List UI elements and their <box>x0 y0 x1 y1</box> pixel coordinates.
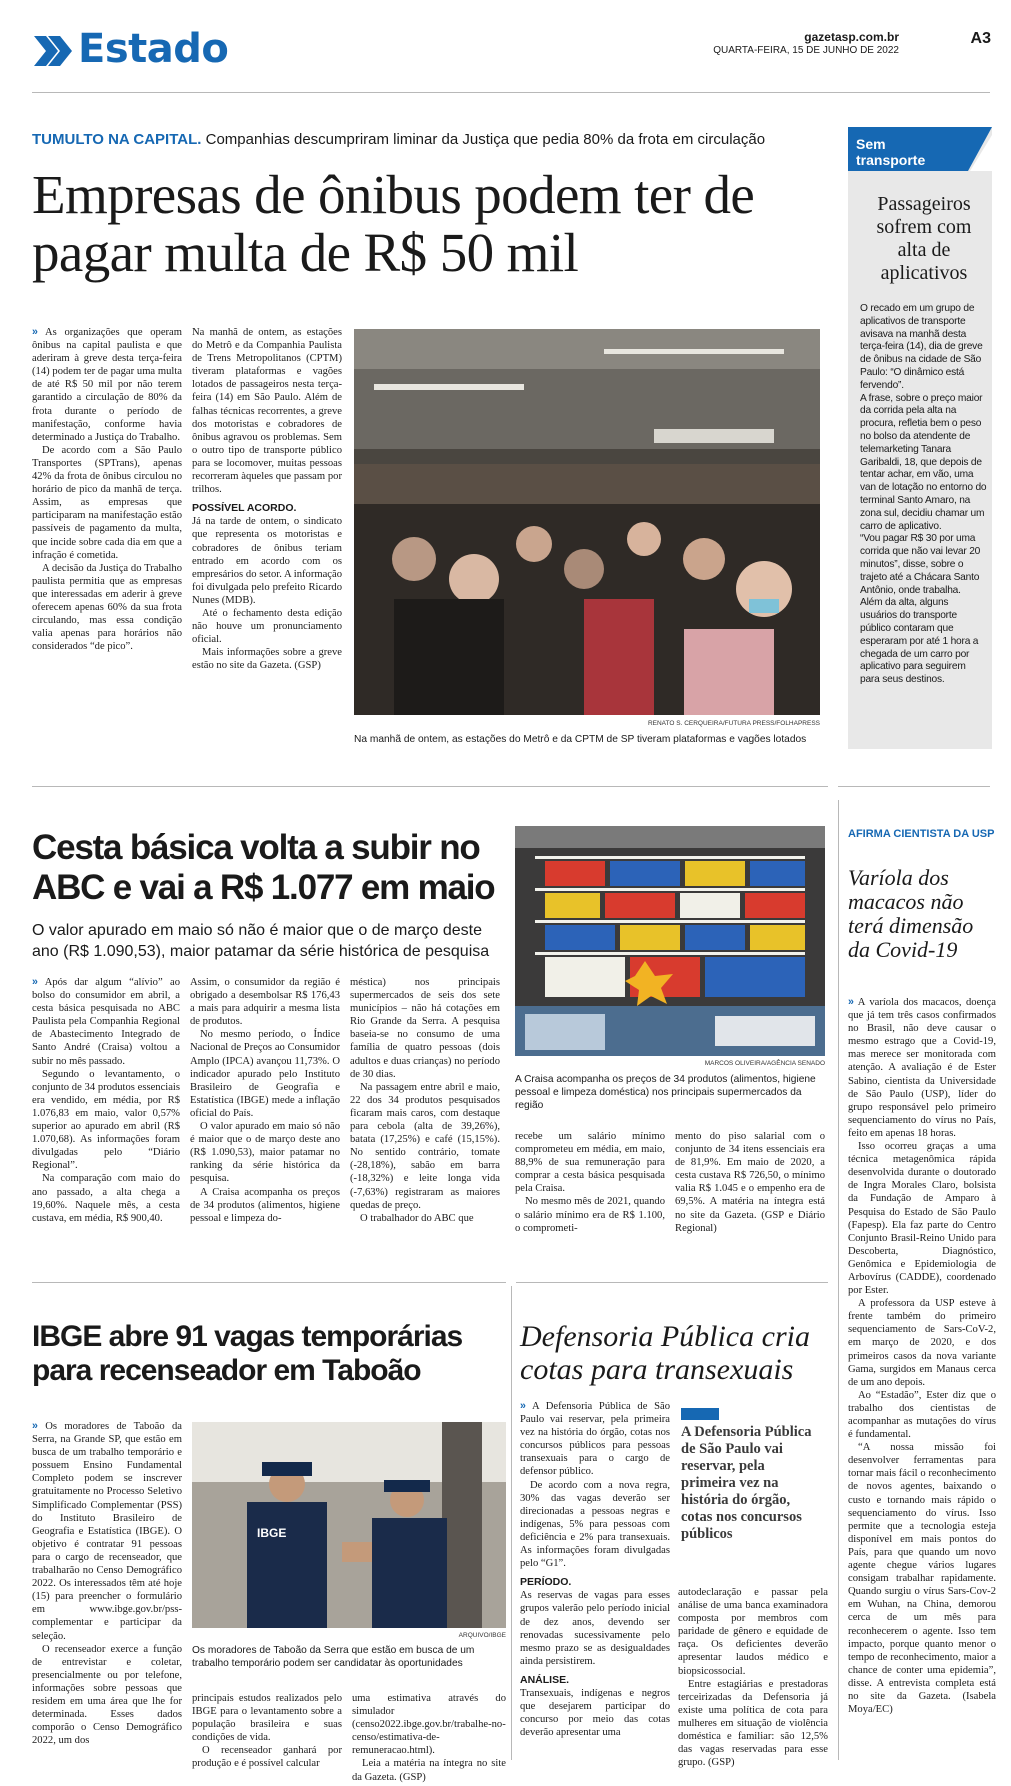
paragraph-text: Após dar algum “alívio” ao bolso do consumidor em abril, a cesta básica pesquisada no ABC Paulista pela Companhia Regional de Abastecimento Integrado de Santo André (Craisa) voltou a subir no mês passado. <box>32 977 180 1067</box>
section-divider <box>32 1282 506 1283</box>
paragraph-marker-icon: » <box>32 976 38 988</box>
paragraph: O recado em um grupo de aplicativos de transporte avisava na manhã desta terça-feira (14), dia de greve de ônibus na cidade de São Paulo: “O dinâmico está fervendo”. <box>860 303 983 391</box>
variola-column <box>848 996 996 1716</box>
subhead-possivel-acordo: POSSÍVEL ACORDO. <box>192 502 297 515</box>
paragraph <box>520 1400 670 1479</box>
section-chevron-icon <box>32 34 74 68</box>
sidebar-title: Passageiros sofrem com alta de aplicativos <box>876 193 972 284</box>
paragraph: Na comparação com maio do ano passado, a alta chega a 19,60%. Naquele mês, a cesta custava, em média, R$ 900,40. <box>32 1173 180 1224</box>
subhead-periodo: PERÍODO. <box>520 1576 572 1589</box>
lead-kicker-text: Companhias descumpriram liminar da Justiça que pedia 80% da frota em circulação <box>205 131 766 148</box>
ibge-column-3 <box>352 1692 506 1784</box>
cesta-deck: O valor apurado em maio só não é maior que o de março deste ano (R$ 1.090,53), maior patamar da série histórica de pesquisa <box>32 922 490 960</box>
pull-quote-bar <box>681 1408 719 1420</box>
paragraph-text: Os moradores de Taboão da Serra, na Grande SP, que estão em busca de um trabalho temporário e possuem Ensino Fundamental Completo podem se inscrever gratuitamente no Processo Seletivo Simplificado Complementar (PSS) do Instituto Brasileiro de Geografia e Estatística (IBGE). O objetivo é contratar 91 pessoas para o cargo de recenseador, que trabalharão no Censo Demográfico 2022. Os interessados têm até hoje (15) para preencher o formulário em www.ibge.gov.br/pss-complementar e participar da seleção. <box>32 1421 182 1642</box>
paragraph: recebe um salário mínimo comprometeu em média, em maio, 88,9% de sua remuneração para comprar a cesta básica pesquisada pela Craisa. <box>515 1131 665 1195</box>
lead-column-2 <box>192 326 342 672</box>
sidebar-tag-label: Sem transporte <box>856 136 926 168</box>
lead-column-1 <box>32 326 182 653</box>
lead-kicker <box>32 131 765 148</box>
paragraph: uma estimativa através do simulador (censo2022.ibge.gov.br/trabalhe-no-censo/estimativa-de-remuneracao.html). <box>352 1693 506 1757</box>
paragraph: Mais informações sobre a greve estão no site da Gazeta. (GSP) <box>192 647 342 672</box>
variola-headline: Varíola dos macacos não terá dimensão da Covid-19 <box>848 865 974 962</box>
cesta-column-4 <box>515 1130 665 1235</box>
svg-text:IBGE: IBGE <box>257 1526 287 1540</box>
paragraph-marker-icon: » <box>520 1400 526 1412</box>
paragraph: principais estudos realizados pelo IBGE para o levantamento sobre a população brasileira e suas condições de vida. <box>192 1693 342 1744</box>
section-divider <box>838 786 990 787</box>
paragraph: méstica) nos principais supermercados de seis dos sete municípios – não há cotações em Rio Grande da Serra. A pesquisa baseia-se no consumo de uma família de quatro pessoas (dois adultos e duas crianças) no período de 30 dias. <box>350 977 500 1080</box>
cesta-column-5 <box>675 1130 825 1235</box>
paragraph: Já na tarde de ontem, o sindicato que representa os motoristas e cobradores de ônibus teriam entrado em acordo com os empresários do setor. A informação foi divulgada pelo prefeito Ricardo Nunes (MDB). <box>192 516 342 606</box>
paragraph: Segundo o levantamento, o conjunto de 34 produtos essenciais era vendido, em média, por R$ 1.076,83 em maio, valor 0,57% superior ao apurado em abril (R$ 1.070,68). As informações foram divulgadas pelo “Diário Regional”. <box>32 1068 180 1172</box>
lead-photo-caption: Na manhã de ontem, as estações do Metrô e da CPTM de SP tiveram plataformas e vagões lotados <box>354 734 807 745</box>
paragraph: autodeclaração e passar pela análise de uma banca examinadora composta por membros com paridade de gênero e equidade de raça. Os deficientes deverão apresentar laudos médico e biopsicossocial. <box>678 1587 828 1677</box>
lead-kicker-label: TUMULTO NA CAPITAL. <box>32 131 202 148</box>
sidebar-box <box>848 127 992 749</box>
ibge-photo-caption: Os moradores de Taboão da Serra que estão em busca de um trabalho temporário podem ser candidatar às oportunidades <box>192 1645 475 1669</box>
cesta-column-2 <box>190 976 340 1225</box>
ibge-headline: IBGE abre 91 vagas temporárias para recenseador em Taboão <box>32 1320 463 1387</box>
paragraph: Na manhã de ontem, as estações do Metrô e da Companhia Paulista de Trens Metropolitanos (CPTM) tiveram plataformas e vagões lotados de passageiros nesta terça-feira (14) em São Paulo. Além de falhas técnicas recorrentes, a greve dos motoristas e cobradores de ônibus agravou os problemas. Sem o outro tipo de transporte público para se locomover, muitas pessoas recorreram àqueles que passam por trilhos. <box>192 327 342 496</box>
column-divider <box>838 800 839 1760</box>
paragraph <box>32 1420 182 1643</box>
cesta-headline: Cesta básica volta a subir no ABC e vai a R$ 1.077 em maio <box>32 828 495 907</box>
paragraph <box>32 326 182 444</box>
paragraph-text: As organizações que operam ônibus na capital paulista e que aderiram à greve desta terça-feira (14) podem ter de pagar uma multa de até R$ 50 mil por não terem garantido a circulação de 80% da frota durante o período de manifestação, conforme havia determinado a Justiça do Trabalho. <box>32 327 182 443</box>
paragraph: O valor apurado em maio só não é maior que o de março deste ano (R$ 1.090,53), maior patamar no ranking da série histórica da pesquisa. <box>190 1121 340 1185</box>
paragraph: A decisão da Justiça do Trabalho paulista permitia que as empresas que interessadas em aderir à greve oferecem apenas 60% da sua frota circulando, mas essa condição valia apenas para horários não considerados “de pico”. <box>32 562 182 653</box>
paragraph: O recenseador ganhará por produção e é possível calcular <box>192 1745 342 1770</box>
ibge-photo-recenseadores <box>192 1422 506 1628</box>
paragraph: A Craisa acompanha os preços de 34 produtos (alimentos, higiene pessoal e limpeza do- <box>190 1186 340 1224</box>
paragraph: De acordo com a nova regra, 30% das vagas deverão ser direcionadas a pessoas negras e indígenas, 5% para pessoas com deficiência e 2% para transexuais. As informações foram divulgadas pelo “G1”. <box>520 1479 670 1570</box>
subhead-analise: ANÁLISE. <box>520 1673 570 1686</box>
variola-kicker: AFIRMA CIENTISTA DA USP <box>848 828 995 840</box>
paragraph: Transexuais, indígenas e negros que desejarem participar do concurso por meio das cotas deverão apresentar uma <box>520 1687 670 1739</box>
paragraph: As reservas de vagas para esses grupos valerão pelo período inicial de dez anos, devendo ser renovadas sucessivamente pelo mesmo prazo se as desigualdades ainda persistirem. <box>520 1590 670 1667</box>
paragraph: Isso ocorreu graças a uma técnica metagenômica rápida desenvolvida durante o doutorado de Ingra Morales Claro, bolsista da Fundação de Amparo à Pesquisa do Estado de São Paulo (Fapesp). Ela faz parte do Centro Conjunto Brasil-Reino Unido para Descoberta, Diagnóstico, Genômica e Epidemiologia de Arbovírus (CADDE), coordenado por Ester. <box>848 1141 996 1297</box>
paragraph: A professora da USP esteve à frente também do primeiro sequenciamento de Sars-CoV-2, em março de 2020, e dos primeiros casos da nova variante Gama, surgidos em Manaus cerca de um ano depois. <box>848 1298 996 1388</box>
paragraph: Assim, o consumidor da região é obrigado a desembolsar R$ 176,43 a mais para adquirir a mesma lista de produtos. <box>190 977 340 1028</box>
page-number: A3 <box>970 30 991 47</box>
ibge-photo-credit: ARQUIVO/IBGE <box>458 1632 506 1639</box>
defensoria-headline: Defensoria Pública cria cotas para transexuais <box>520 1320 810 1386</box>
paragraph: Entre estagiárias e prestadoras terceirizadas da Defensoria já existe uma política de cota para mulheres em situação de violência doméstica e familiar: são 12,5% das vagas reservadas para esse grupo. (GSP) <box>678 1678 828 1769</box>
defensoria-column-1 <box>520 1400 670 1739</box>
paragraph: Ao “Estadão”, Ester diz que o trabalho dos cientistas de acompanhar as mutações do vírus é fundamental. <box>848 1389 996 1441</box>
ibge-column-2 <box>192 1692 342 1771</box>
paragraph: “A nossa missão foi desenvolver ferramentas para tornar mais fácil o reconhecimento de novos agentes, baixando o custo e tornando mais rápido o sequenciamento do vírus. Isso permite que a tecnologia esteja disponível em mais pontos do País, para que quando um novo agente chegue vários lugares consigam trabalhar rapidamente. Quando surgiu o vírus Sars-Cov-2 em Wuhan, na China, demorou cerca de um mês para reconhecerem o agente. Isso tem impacto, porque quanto menor o tempo de reconhecimento, maior a chance de conter uma epidemia”, disse. A entrevista completa está no site da Gazeta. (Isabela Moya/EC) <box>848 1442 996 1716</box>
paragraph: Leia a matéria na íntegra no site da Gazeta. (GSP) <box>352 1758 506 1783</box>
sidebar-text <box>860 303 987 687</box>
cesta-photo-credit: MARCOS OLIVEIRA/AGÊNCIA SENADO <box>704 1060 825 1067</box>
section-divider <box>32 786 828 787</box>
paragraph: De acordo com a São Paulo Transportes (SPTrans), apenas 42% da frota de ônibus circulou no horário de pico da manhã de terça. Assim, as empresas que participaram na manifestação estão passíveis de pagamento da multa, que incide sobre cada dia em que a infração é cometida. <box>32 444 182 561</box>
paragraph: O recenseador exerce a função de entrevistar e coletar, presencialmente ou por telefone, informações sobre pessoas que residem em uma área que lhe for determinada. Esses dados comporão o Censo Demográfico 2022, um dos <box>32 1643 182 1747</box>
ibge-column-1 <box>32 1420 182 1747</box>
cesta-photo-caption: A Craisa acompanha os preços de 34 produtos (alimentos, higiene pessoal e limpeza doméstica) nos principais supermercados da região <box>515 1074 816 1111</box>
lead-photo-crowd <box>354 329 820 715</box>
pull-quote: A Defensoria Pública de São Paulo vai reservar, pela primeira vez na história do órgão, cotas nos concursos públicos <box>681 1424 812 1542</box>
cesta-column-1 <box>32 976 180 1225</box>
site-url: gazetasp.com.br <box>804 30 899 44</box>
masthead-divider <box>32 92 990 93</box>
paragraph: No mesmo mês de 2021, quando o salário mínimo era de R$ 1.100, o comprometi- <box>515 1196 665 1234</box>
paragraph-marker-icon: » <box>32 1420 38 1432</box>
lead-photo-credit: RENATO S. CERQUEIRA/FUTURA PRESS/FOLHAPRESS <box>647 720 820 727</box>
paragraph: Além da alta, alguns usuários do transporte público contaram que esperaram por até 1 hora a chegada de um carro por aplicativo para seguirem para seus destinos. <box>860 597 979 686</box>
paragraph: Na passagem entre abril e maio, 22 dos 34 produtos pesquisados ficaram mais caros, com destaque para cebola (alta de 39,26%), batata (17,25%) e café (15,15%). No sentido contrário, tomate (-28,18%), sabão em barra (-18,32%) e leite longa vida (-7,63%) registraram as maiores quedas de preço. <box>350 1081 500 1211</box>
lead-headline: Empresas de ônibus podem ter de pagar multa de R$ 50 mil <box>32 164 755 283</box>
paragraph-marker-icon: » <box>32 326 38 338</box>
paragraph-text: A varíola dos macacos, doença que já tem três casos confirmados no Brasil, não deve causar o mesmo estrago que a Covid-19, mas merece ser monitorada com atenção. A avaliação é de Ester Sabino, cientista da Universidade de São Paulo (USP), líder do grupo responsável pelo primeiro sequenciamento do vírus no País, feito em apenas 18 horas. <box>848 997 996 1139</box>
paragraph <box>32 976 180 1068</box>
paragraph <box>848 996 996 1140</box>
paragraph: A frase, sobre o preço maior da corrida pela alta na procura, refletia bem o peso no bolso da atendente de telemarketing Tanara Garibaldi, 18, que depois de tentar achar, em vão, uma van de lotação no entorno do terminal Santo Amaro, na zona sul, decidiu chamar um carro de aplicativo. <box>860 392 987 532</box>
paragraph: Até o fechamento desta edição não houve um pronunciamento oficial. <box>192 607 342 646</box>
edition-date: QUARTA-FEIRA, 15 DE JUNHO DE 2022 <box>713 45 899 56</box>
section-title: Estado <box>78 26 229 72</box>
cesta-photo-supermarket <box>515 826 825 1056</box>
paragraph-text: A Defensoria Pública de São Paulo vai reservar, pela primeira vez na história do órgão, cotas nos concursos públicos para pessoas transexuais para o cargo de defensor público. <box>520 1401 670 1478</box>
section-divider <box>516 1282 828 1283</box>
paragraph: No mesmo período, o Índice Nacional de Preços ao Consumidor Amplo (IPCA) avançou 11,73%. O indicador apurado pelo Instituto Brasileiro de Geografia e Estatística (IBGE) mede a inflação oficial do País. <box>190 1029 340 1119</box>
cesta-column-3 <box>350 976 500 1225</box>
paragraph: “Vou pagar R$ 30 por uma corrida que não vai levar 20 minutos”, disse, sobre o trajeto até a Chácara Santo Antônio, onde trabalha. <box>860 533 981 596</box>
defensoria-column-2 <box>678 1586 828 1769</box>
paragraph-marker-icon: » <box>848 996 854 1008</box>
paragraph: mento do piso salarial com o conjunto de 34 itens essenciais era de 81,9%. Em maio de 2020, a cesta custava R$ 726,50, o mínimo valia R$ 1.045 e o empenho era de 69,5%. A matéria na íntegra está no site da Gazeta. (GSP e Diário Regional) <box>675 1131 825 1234</box>
paragraph: O trabalhador do ABC que <box>360 1212 474 1224</box>
